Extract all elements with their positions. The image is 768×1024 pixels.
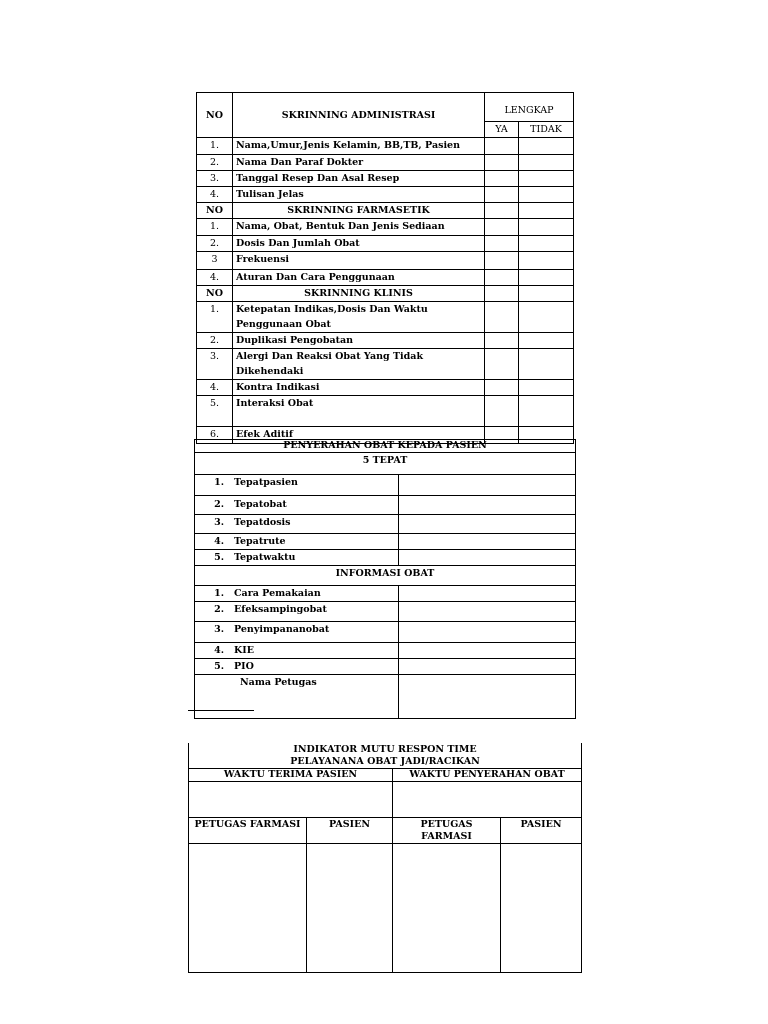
table-row: 6. Efek Aditif <box>197 427 574 444</box>
check-cell[interactable] <box>485 236 519 252</box>
waktu-terima-header: WAKTU TERIMA PASIEN <box>189 769 393 782</box>
check-cell[interactable] <box>485 333 519 349</box>
value-cell[interactable] <box>399 550 576 566</box>
value-cell[interactable] <box>399 496 576 515</box>
table-row: 1. Ketepatan Indikas,Dosis Dan Waktu Penggunaan Obat <box>197 302 574 333</box>
value-cell[interactable] <box>399 475 576 496</box>
admin-title: SKRINNING ADMINISTRASI <box>233 93 485 138</box>
check-cell[interactable] <box>485 187 519 203</box>
table-row: 1. Nama,Umur,Jenis Kelamin, BB,TB, Pasien <box>197 138 574 155</box>
check-cell[interactable] <box>519 138 574 155</box>
divider <box>188 710 254 711</box>
check-cell[interactable] <box>519 270 574 286</box>
indikator-table <box>188 743 582 973</box>
pasien-header-1: PASIEN <box>307 818 393 844</box>
value-cell[interactable] <box>399 534 576 550</box>
check-cell[interactable] <box>485 171 519 187</box>
list-item: 4. Tepatrute <box>195 534 576 550</box>
list-item: 1. Cara Pemakaian <box>195 586 576 602</box>
list-item: 3. Penyimpananobat <box>195 622 576 643</box>
check-cell[interactable] <box>485 349 519 380</box>
table-row: 4. Kontra Indikasi <box>197 380 574 396</box>
check-cell[interactable] <box>519 396 574 427</box>
skrinning-table <box>196 92 574 444</box>
farmasetik-title: SKRINNING FARMASETIK <box>233 203 485 219</box>
tepat-title: 5 TEPAT <box>195 453 576 475</box>
value-cell[interactable] <box>399 659 576 675</box>
waktu-penyerahan-header: WAKTU PENYERAHAN OBAT <box>393 769 582 782</box>
penyerahan-table <box>194 439 576 719</box>
pasien-header-2: PASIEN <box>501 818 582 844</box>
check-cell[interactable] <box>519 187 574 203</box>
waktu-terima-field[interactable] <box>189 782 393 818</box>
signature-cell[interactable] <box>393 844 501 973</box>
ya-header: YA <box>485 122 519 138</box>
petugas-farmasi-header-1: PETUGAS FARMASI <box>189 818 307 844</box>
table-row: 5. Interaksi Obat <box>197 396 574 427</box>
table-row: 2. Duplikasi Pengobatan <box>197 333 574 349</box>
check-cell[interactable] <box>485 380 519 396</box>
value-cell[interactable] <box>399 622 576 643</box>
value-cell[interactable] <box>399 602 576 622</box>
value-cell[interactable] <box>399 586 576 602</box>
table-row: 3. Tanggal Resep Dan Asal Resep <box>197 171 574 187</box>
signature-cell[interactable] <box>307 844 393 973</box>
check-cell[interactable] <box>485 270 519 286</box>
list-item: 5. Tepatwaktu <box>195 550 576 566</box>
list-item: 4. KIE <box>195 643 576 659</box>
penyerahan-title: PENYERAHAN OBAT KEPADA PASIEN <box>195 440 576 453</box>
check-cell[interactable] <box>519 380 574 396</box>
table-row: 2. Dosis Dan Jumlah Obat <box>197 236 574 252</box>
table-row: 3. Alergi Dan Reaksi Obat Yang Tidak Dikehendaki <box>197 349 574 380</box>
nama-petugas-label: Nama Petugas <box>240 677 317 688</box>
value-cell[interactable] <box>399 643 576 659</box>
check-cell[interactable] <box>519 219 574 236</box>
list-item: 1. Tepatpasien <box>195 475 576 496</box>
nama-petugas-field[interactable] <box>399 675 576 719</box>
signature-cell[interactable] <box>501 844 582 973</box>
check-cell[interactable] <box>485 155 519 171</box>
check-cell[interactable] <box>519 155 574 171</box>
indikator-title: INDIKATOR MUTU RESPON TIME <box>293 744 477 755</box>
waktu-penyerahan-field[interactable] <box>393 782 582 818</box>
table-row: 1. Nama, Obat, Bentuk Dan Jenis Sediaan <box>197 219 574 236</box>
check-cell[interactable] <box>519 236 574 252</box>
table-row: 4. Tulisan Jelas <box>197 187 574 203</box>
signature-cell[interactable] <box>189 844 307 973</box>
lengkap-header: LENGKAP <box>485 93 574 122</box>
list-item: 2. Tepatobat <box>195 496 576 515</box>
tidak-header: TIDAK <box>519 122 574 138</box>
check-cell[interactable] <box>519 252 574 270</box>
list-item: 3. Tepatdosis <box>195 515 576 534</box>
table-row: 3 Frekuensi <box>197 252 574 270</box>
check-cell[interactable] <box>485 252 519 270</box>
klinis-title: SKRINNING KLINIS <box>233 286 485 302</box>
no-header: NO <box>197 203 233 219</box>
check-cell[interactable] <box>519 171 574 187</box>
check-cell[interactable] <box>485 138 519 155</box>
table-row: 4. Aturan Dan Cara Penggunaan <box>197 270 574 286</box>
no-header: NO <box>197 93 233 138</box>
table-row: 2. Nama Dan Paraf Dokter <box>197 155 574 171</box>
value-cell[interactable] <box>399 515 576 534</box>
check-cell[interactable] <box>519 333 574 349</box>
indikator-subtitle: PELAYANANA OBAT JADI/RACIKAN <box>290 756 480 767</box>
informasi-title: INFORMASI OBAT <box>195 566 576 586</box>
list-item: 5. PIO <box>195 659 576 675</box>
check-cell[interactable] <box>519 349 574 380</box>
check-cell[interactable] <box>485 302 519 333</box>
check-cell[interactable] <box>519 302 574 333</box>
check-cell[interactable] <box>485 396 519 427</box>
list-item: 2. Efeksampingobat <box>195 602 576 622</box>
no-header: NO <box>197 286 233 302</box>
petugas-farmasi-header-2: PETUGAS FARMASI <box>393 818 501 844</box>
check-cell[interactable] <box>485 219 519 236</box>
